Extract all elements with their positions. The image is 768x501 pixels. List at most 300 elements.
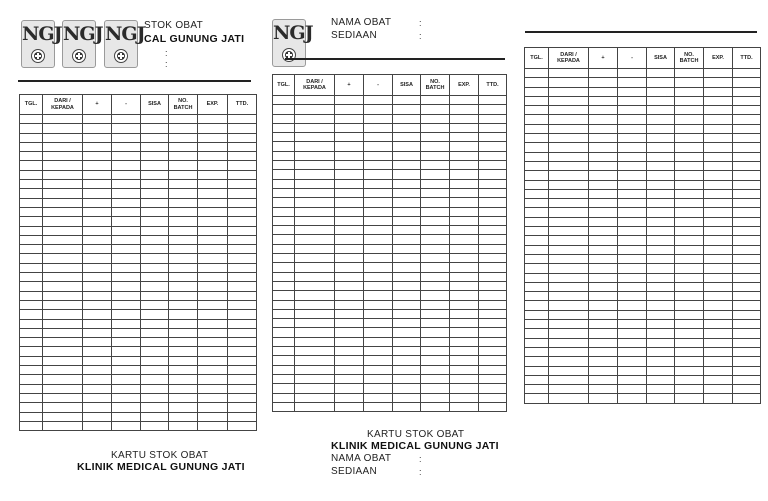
- table-cell: [335, 337, 364, 346]
- table-row: [525, 208, 761, 217]
- table-cell: [295, 188, 335, 197]
- table-cell: [618, 87, 647, 96]
- table-cell: [589, 385, 618, 394]
- table-row: [273, 226, 507, 235]
- table-cell: [421, 319, 450, 328]
- table-cell: [525, 245, 549, 254]
- table-cell: [364, 114, 393, 123]
- table-cell: [198, 226, 228, 235]
- table-cell: [335, 170, 364, 179]
- table-cell: [228, 310, 257, 319]
- table-cell: [295, 402, 335, 411]
- table-cell: [141, 207, 169, 216]
- table-cell: [198, 263, 228, 272]
- table-row: [20, 375, 257, 384]
- table-cell: [647, 273, 675, 282]
- table-cell: [169, 338, 198, 347]
- table-row: [273, 272, 507, 281]
- table-cell: [549, 78, 589, 87]
- table-cell: [393, 272, 421, 281]
- table-cell: [704, 134, 733, 143]
- table-cell: [421, 114, 450, 123]
- table-cell: [675, 310, 704, 319]
- table-cell: [479, 272, 507, 281]
- table-cell: [43, 152, 83, 161]
- table-cell: [393, 291, 421, 300]
- table-cell: [83, 198, 112, 207]
- table-cell: [141, 189, 169, 198]
- table-cell: [733, 189, 761, 198]
- table-row: [525, 171, 761, 180]
- table-cell: [525, 236, 549, 245]
- table-cell: [549, 96, 589, 105]
- table-cell: [618, 78, 647, 87]
- table-cell: [335, 235, 364, 244]
- table-row: [20, 273, 257, 282]
- table-cell: [733, 199, 761, 208]
- table-cell: [198, 319, 228, 328]
- table-cell: [169, 412, 198, 421]
- table-cell: [525, 264, 549, 273]
- table-row: [525, 124, 761, 133]
- table-cell: [549, 357, 589, 366]
- table-cell: [83, 142, 112, 151]
- table-cell: [335, 281, 364, 290]
- table-cell: [364, 337, 393, 346]
- table-row: [273, 198, 507, 207]
- table-cell: [169, 226, 198, 235]
- table-cell: [618, 134, 647, 143]
- column-header-batch-number: NO. BATCH: [675, 48, 704, 69]
- table-cell: [589, 217, 618, 226]
- table-cell: [228, 273, 257, 282]
- table-cell: [618, 254, 647, 263]
- table-cell: [704, 394, 733, 403]
- table-cell: [450, 337, 479, 346]
- table-cell: [112, 245, 141, 254]
- table-cell: [675, 96, 704, 105]
- table-cell: [141, 347, 169, 356]
- table-cell: [525, 69, 549, 78]
- table-cell: [141, 170, 169, 179]
- table-cell: [733, 273, 761, 282]
- table-cell: [83, 356, 112, 365]
- table-cell: [112, 254, 141, 263]
- table-cell: [589, 338, 618, 347]
- table-cell: [228, 198, 257, 207]
- table-cell: [141, 310, 169, 319]
- logo-lettering: NGJ: [22, 23, 62, 45]
- table-cell: [647, 236, 675, 245]
- table-cell: [198, 152, 228, 161]
- table-cell: [647, 152, 675, 161]
- table-cell: [647, 189, 675, 198]
- table-cell: [198, 338, 228, 347]
- table-cell: [479, 356, 507, 365]
- table-cell: [364, 291, 393, 300]
- table-cell: [450, 188, 479, 197]
- table-cell: [549, 329, 589, 338]
- table-cell: [549, 124, 589, 133]
- table-cell: [479, 365, 507, 374]
- table-cell: [618, 320, 647, 329]
- table-cell: [295, 393, 335, 402]
- table-cell: [704, 208, 733, 217]
- table-cell: [393, 254, 421, 263]
- table-cell: [112, 375, 141, 384]
- table-row: [20, 235, 257, 244]
- table-cell: [364, 207, 393, 216]
- table-cell: [675, 124, 704, 133]
- table-cell: [733, 357, 761, 366]
- table-cell: [589, 189, 618, 198]
- table-cell: [421, 161, 450, 170]
- table-cell: [364, 161, 393, 170]
- table-row: [20, 170, 257, 179]
- table-cell: [273, 384, 295, 393]
- table-cell: [525, 347, 549, 356]
- table-row: [20, 366, 257, 375]
- table-cell: [228, 115, 257, 124]
- table-row: [20, 245, 257, 254]
- table-cell: [273, 402, 295, 411]
- table-cell: [675, 273, 704, 282]
- table-row: [273, 347, 507, 356]
- table-cell: [228, 207, 257, 216]
- table-cell: [675, 189, 704, 198]
- field-colon: :: [419, 18, 422, 28]
- table-cell: [83, 263, 112, 272]
- table-cell: [295, 96, 335, 105]
- table-cell: [295, 123, 335, 132]
- table-cell: [704, 385, 733, 394]
- table-cell: [273, 272, 295, 281]
- table-cell: [273, 328, 295, 337]
- table-row: [273, 105, 507, 114]
- table-cell: [421, 384, 450, 393]
- table-cell: [393, 374, 421, 383]
- table-cell: [733, 217, 761, 226]
- table-cell: [228, 161, 257, 170]
- table-cell: [20, 254, 43, 263]
- table-cell: [273, 114, 295, 123]
- table-cell: [364, 356, 393, 365]
- table-cell: [618, 199, 647, 208]
- table-cell: [43, 356, 83, 365]
- table-cell: [479, 393, 507, 402]
- table-cell: [549, 366, 589, 375]
- table-row: [525, 301, 761, 310]
- table-cell: [549, 199, 589, 208]
- table-cell: [335, 263, 364, 272]
- table-cell: [393, 123, 421, 132]
- column-header-expiry: EXP.: [704, 48, 733, 69]
- table-cell: [169, 142, 198, 151]
- table-cell: [169, 291, 198, 300]
- table-cell: [169, 189, 198, 198]
- table-cell: [421, 188, 450, 197]
- table-cell: [112, 347, 141, 356]
- table-row: [273, 328, 507, 337]
- table-cell: [549, 115, 589, 124]
- field-sediaan-label: SEDIAAN: [331, 30, 378, 41]
- table-cell: [647, 366, 675, 375]
- table-cell: [618, 96, 647, 105]
- table-cell: [112, 384, 141, 393]
- table-row: [273, 263, 507, 272]
- medical-cross-icon: [72, 49, 86, 63]
- table-cell: [450, 254, 479, 263]
- table-cell: [273, 198, 295, 207]
- table-cell: [198, 170, 228, 179]
- table-cell: [525, 292, 549, 301]
- table-cell: [647, 282, 675, 291]
- table-cell: [141, 338, 169, 347]
- table-cell: [364, 226, 393, 235]
- table-cell: [618, 245, 647, 254]
- table-cell: [549, 347, 589, 356]
- table-cell: [589, 282, 618, 291]
- table-cell: [273, 96, 295, 105]
- table-cell: [450, 170, 479, 179]
- table-cell: [549, 245, 589, 254]
- table-cell: [525, 273, 549, 282]
- table-cell: [198, 161, 228, 170]
- column-header-signature: TTD.: [479, 75, 507, 96]
- table-cell: [112, 403, 141, 412]
- table-cell: [393, 161, 421, 170]
- table-cell: [273, 356, 295, 365]
- table-cell: [450, 309, 479, 318]
- table-cell: [647, 338, 675, 347]
- field-colon: :: [419, 467, 422, 477]
- table-cell: [675, 161, 704, 170]
- footer-clinic-name: KLINIK MEDICAL GUNUNG JATI: [77, 461, 245, 473]
- table-cell: [733, 282, 761, 291]
- table-cell: [141, 180, 169, 189]
- clinic-logo: [21, 20, 62, 68]
- table-row: [20, 412, 257, 421]
- table-cell: [295, 161, 335, 170]
- table-cell: [228, 338, 257, 347]
- table-row: [20, 133, 257, 142]
- table-row: [525, 254, 761, 263]
- table-cell: [647, 115, 675, 124]
- table-row: [273, 309, 507, 318]
- table-cell: [43, 338, 83, 347]
- table-cell: [589, 78, 618, 87]
- table-cell: [733, 366, 761, 375]
- table-cell: [295, 356, 335, 365]
- table-row: [20, 124, 257, 133]
- table-cell: [733, 292, 761, 301]
- table-row: [20, 263, 257, 272]
- table-cell: [589, 208, 618, 217]
- table-cell: [112, 170, 141, 179]
- column-header-expiry: EXP.: [198, 95, 228, 115]
- table-cell: [618, 310, 647, 319]
- logo-lettering: NGJ: [273, 22, 313, 44]
- table-cell: [141, 393, 169, 402]
- table-row: [20, 254, 257, 263]
- table-row: [20, 300, 257, 309]
- table-cell: [198, 189, 228, 198]
- table-row: [525, 96, 761, 105]
- table-cell: [169, 245, 198, 254]
- table-cell: [228, 328, 257, 337]
- table-cell: [295, 207, 335, 216]
- table-cell: [733, 254, 761, 263]
- table-cell: [20, 198, 43, 207]
- table-row: [20, 217, 257, 226]
- table-row: [20, 189, 257, 198]
- table-cell: [112, 263, 141, 272]
- table-cell: [733, 106, 761, 115]
- table-cell: [675, 301, 704, 310]
- table-cell: [733, 394, 761, 403]
- table-cell: [295, 226, 335, 235]
- table-cell: [450, 291, 479, 300]
- table-cell: [335, 384, 364, 393]
- table-cell: [525, 180, 549, 189]
- table-cell: [450, 133, 479, 142]
- table-cell: [83, 133, 112, 142]
- table-cell: [295, 291, 335, 300]
- table-cell: [675, 180, 704, 189]
- table-cell: [421, 309, 450, 318]
- table-cell: [335, 123, 364, 132]
- table-cell: [733, 180, 761, 189]
- table-cell: [733, 320, 761, 329]
- table-row: [20, 180, 257, 189]
- table-cell: [450, 161, 479, 170]
- table-row: [525, 143, 761, 152]
- table-cell: [647, 310, 675, 319]
- table-cell: [479, 114, 507, 123]
- table-cell: [618, 357, 647, 366]
- table-cell: [525, 161, 549, 170]
- table-cell: [675, 282, 704, 291]
- table-cell: [273, 347, 295, 356]
- table-cell: [295, 142, 335, 151]
- table-cell: [618, 189, 647, 198]
- table-cell: [479, 263, 507, 272]
- card-title-partial: STOK OBAT: [144, 20, 204, 31]
- table-cell: [20, 282, 43, 291]
- table-cell: [479, 309, 507, 318]
- table-cell: [421, 402, 450, 411]
- table-cell: [364, 133, 393, 142]
- table-cell: [20, 235, 43, 244]
- table-cell: [273, 309, 295, 318]
- table-cell: [20, 226, 43, 235]
- table-cell: [83, 273, 112, 282]
- table-cell: [169, 170, 198, 179]
- table-cell: [479, 207, 507, 216]
- table-cell: [43, 384, 83, 393]
- table-cell: [273, 319, 295, 328]
- table-cell: [364, 142, 393, 151]
- table-cell: [675, 320, 704, 329]
- table-cell: [43, 235, 83, 244]
- table-cell: [479, 291, 507, 300]
- table-cell: [198, 142, 228, 151]
- field-nama-obat-label: NAMA OBAT: [331, 17, 392, 28]
- table-cell: [273, 263, 295, 272]
- table-cell: [675, 208, 704, 217]
- table-cell: [273, 188, 295, 197]
- table-cell: [273, 254, 295, 263]
- table-cell: [647, 357, 675, 366]
- table-cell: [295, 105, 335, 114]
- table-cell: [393, 402, 421, 411]
- table-cell: [295, 235, 335, 244]
- table-row: [273, 291, 507, 300]
- table-cell: [20, 245, 43, 254]
- table-cell: [618, 106, 647, 115]
- table-cell: [20, 393, 43, 402]
- table-cell: [479, 244, 507, 253]
- table-cell: [198, 421, 228, 430]
- table-cell: [479, 374, 507, 383]
- clinic-logo: [272, 19, 313, 67]
- table-cell: [169, 300, 198, 309]
- table-cell: [479, 384, 507, 393]
- table-cell: [141, 254, 169, 263]
- table-cell: [675, 199, 704, 208]
- table-cell: [20, 115, 43, 124]
- table-row: [525, 338, 761, 347]
- table-cell: [525, 115, 549, 124]
- table-cell: [83, 403, 112, 412]
- table-cell: [43, 226, 83, 235]
- table-cell: [43, 115, 83, 124]
- table-cell: [675, 171, 704, 180]
- table-cell: [20, 142, 43, 151]
- table-row: [20, 393, 257, 402]
- table-cell: [393, 309, 421, 318]
- table-cell: [20, 161, 43, 170]
- table-cell: [525, 254, 549, 263]
- table-cell: [421, 151, 450, 160]
- table-cell: [141, 328, 169, 337]
- table-cell: [733, 69, 761, 78]
- table-cell: [20, 328, 43, 337]
- table-cell: [618, 115, 647, 124]
- table-cell: [43, 282, 83, 291]
- table-cell: [198, 254, 228, 263]
- table-cell: [295, 300, 335, 309]
- table-cell: [43, 300, 83, 309]
- table-cell: [450, 328, 479, 337]
- table-cell: [479, 123, 507, 132]
- table-row: [20, 421, 257, 430]
- table-cell: [295, 337, 335, 346]
- footer-nama-obat-label: NAMA OBAT: [331, 453, 392, 464]
- table-cell: [364, 384, 393, 393]
- table-cell: [228, 170, 257, 179]
- table-cell: [647, 245, 675, 254]
- table-row: [525, 134, 761, 143]
- table-cell: [479, 319, 507, 328]
- table-cell: [450, 272, 479, 281]
- table-cell: [589, 87, 618, 96]
- table-cell: [675, 394, 704, 403]
- header-divider: [525, 31, 757, 33]
- table-cell: [393, 151, 421, 160]
- table-cell: [112, 328, 141, 337]
- table-cell: [589, 96, 618, 105]
